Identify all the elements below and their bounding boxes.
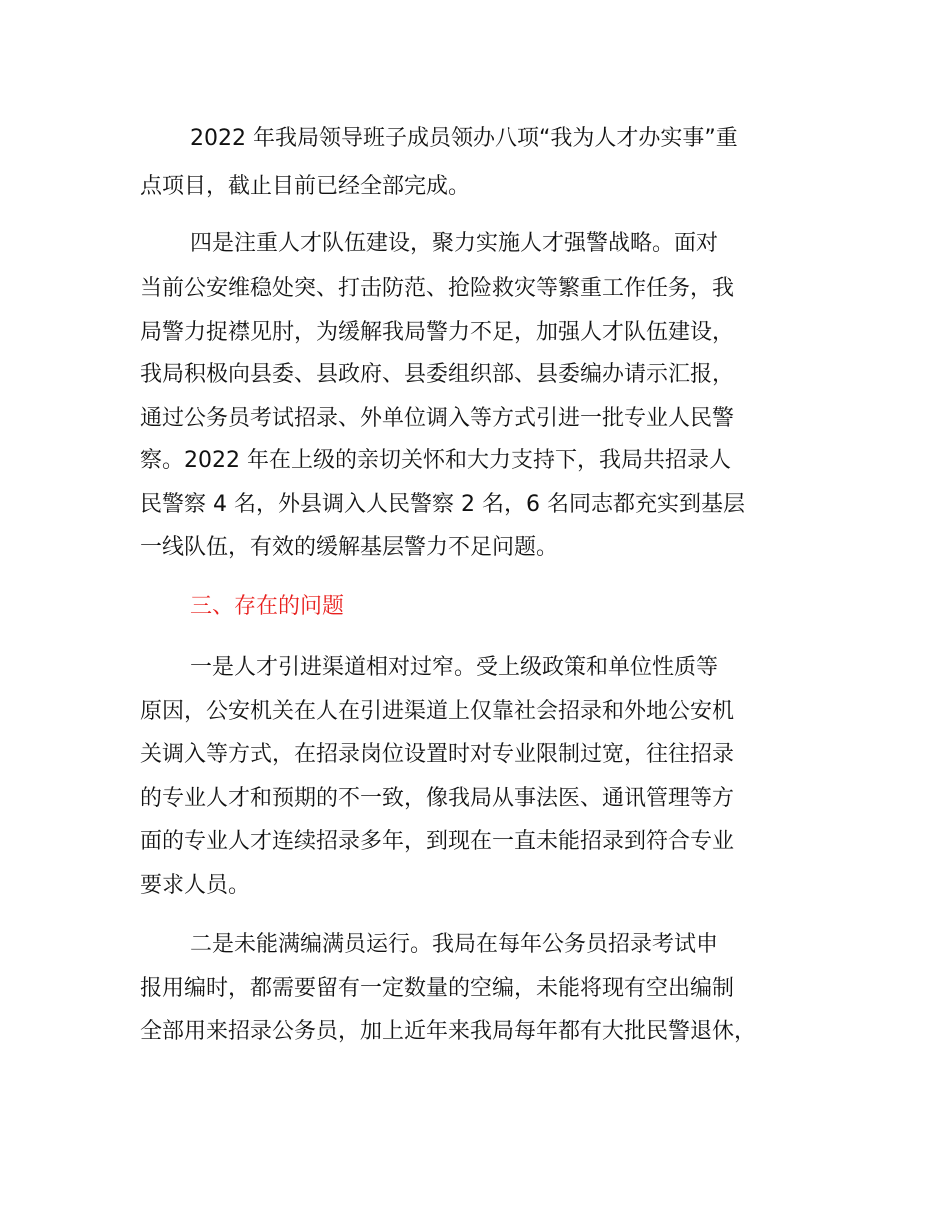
section-heading: 三、存在的问题 — [190, 594, 345, 619]
paragraph-3-line-3: 关调入等方式，在招录岗位设置时对专业限制过宽，往往招录 — [140, 742, 735, 767]
paragraph-2-line-2: 当前公安维稳处突、打击防范、抢险救灾等繁重工作任务，我 — [140, 276, 735, 301]
paragraph-3-line-6: 要求人员。 — [140, 873, 251, 898]
paragraph-4-line-1: 二是未能满编满员运行。我局在每年公务员招录考试申 — [190, 932, 719, 957]
paragraph-3-line-5: 面的专业人才连续招录多年，到现在一直未能招录到符合专业 — [140, 829, 735, 854]
paragraph-2-line-1: 四是注重人才队伍建设，聚力实施人才强警战略。面对 — [190, 231, 719, 256]
paragraph-2-line-8: 一线队伍，有效的缓解基层警力不足问题。 — [140, 535, 559, 560]
paragraph-2-line-6: 察。2022 年在上级的亲切关怀和大力支持下，我局共招录人 — [140, 448, 731, 473]
paragraph-3-line-4: 的专业人才和预期的不一致，像我局从事法医、通讯管理等方 — [140, 786, 735, 811]
paragraph-1-line-2: 点项目，截止目前已经全部完成。 — [140, 174, 471, 199]
paragraph-1-line-1: 2022 年我局领导班子成员领办八项“我为人才办实事”重 — [190, 126, 738, 151]
paragraph-3-line-1: 一是人才引进渠道相对过窄。受上级政策和单位性质等 — [190, 655, 719, 680]
paragraph-2-line-7: 民警察 4 名，外县调入人民警察 2 名，6 名同志都充实到基层 — [140, 492, 745, 517]
paragraph-2-line-5: 通过公务员考试招录、外单位调入等方式引进一批专业人民警 — [140, 406, 735, 431]
paragraph-2-line-4: 我局积极向县委、县政府、县委组织部、县委编办请示汇报， — [140, 362, 735, 387]
paragraph-4-line-3: 全部用来招录公务员，加上近年来我局每年都有大批民警退休， — [140, 1019, 757, 1044]
paragraph-2-line-3: 局警力捉襟见肘，为缓解我局警力不足，加强人才队伍建设， — [140, 320, 735, 345]
paragraph-4-line-2: 报用编时，都需要留有一定数量的空编，未能将现有空出编制 — [140, 976, 735, 1001]
paragraph-3-line-2: 原因，公安机关在人在引进渠道上仅靠社会招录和外地公安机 — [140, 699, 735, 724]
